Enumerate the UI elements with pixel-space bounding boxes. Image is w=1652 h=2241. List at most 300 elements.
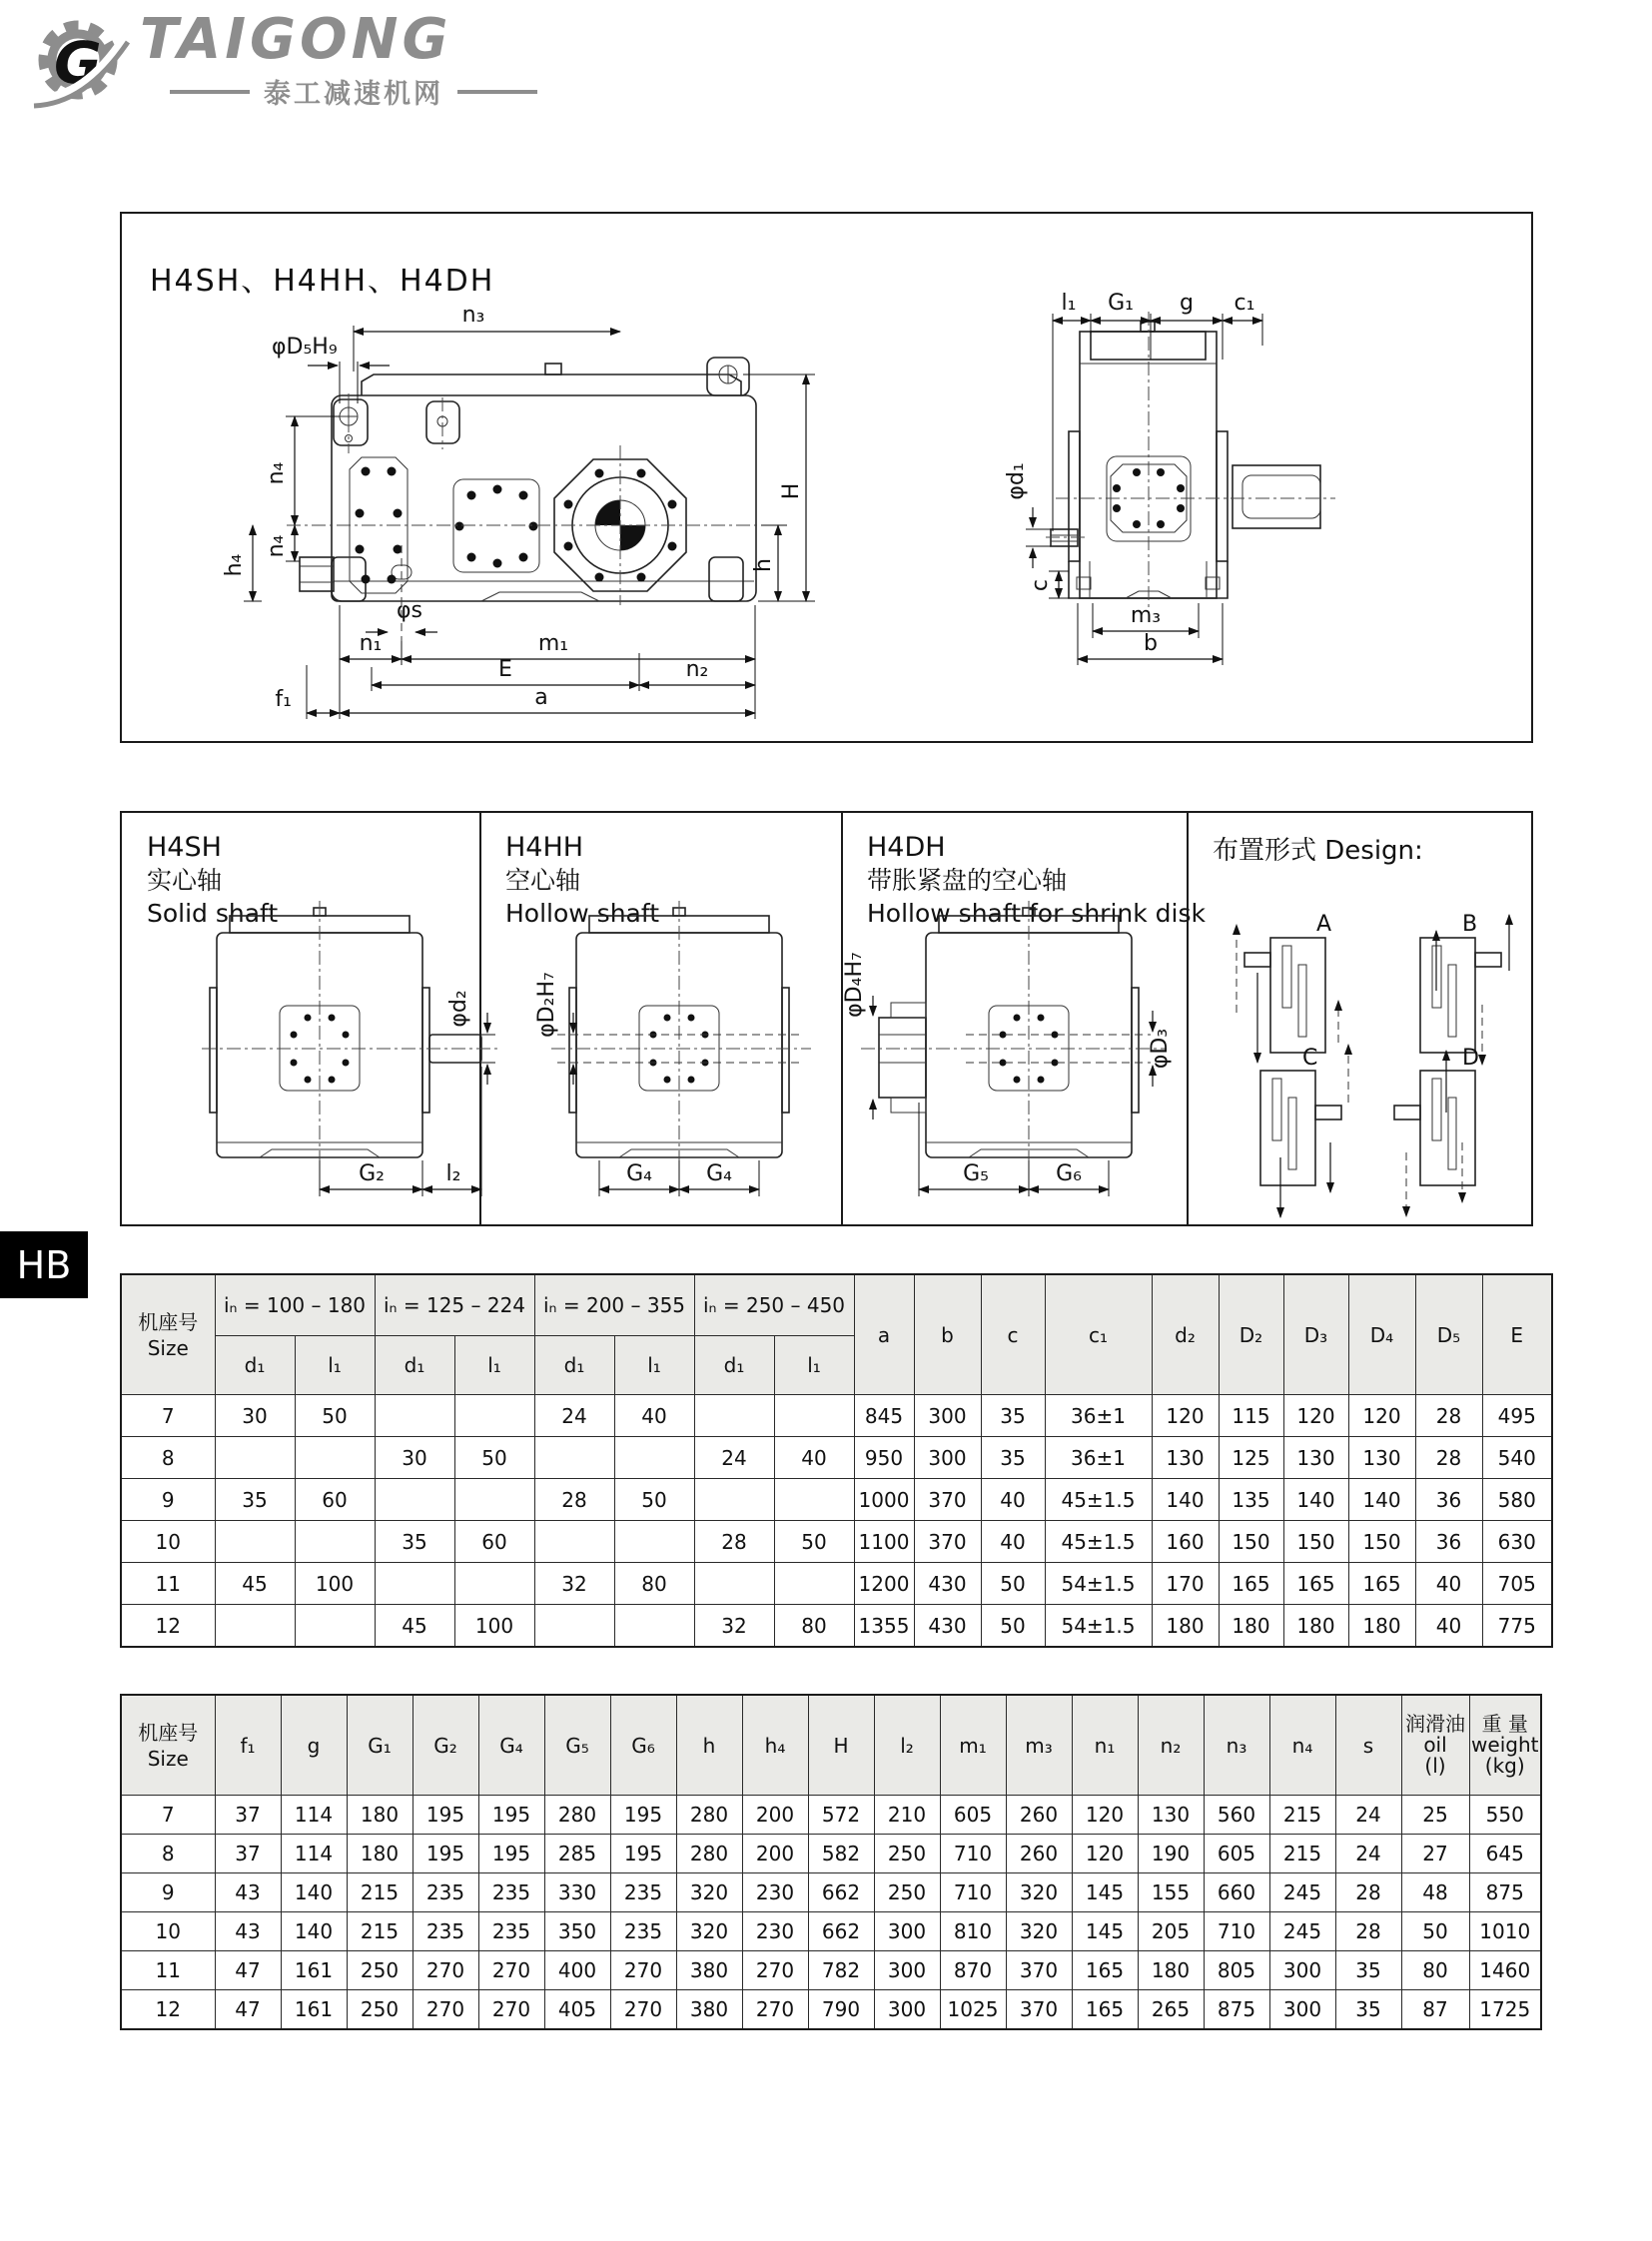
table-cell: 660: [1204, 1873, 1269, 1912]
table-cell: 40: [981, 1479, 1045, 1521]
col-header-G6: G₆: [610, 1695, 676, 1796]
table-cell: 35: [1335, 1951, 1401, 1990]
table-cell: 235: [478, 1873, 544, 1912]
col-header-c: c: [981, 1274, 1045, 1395]
table-cell: 270: [742, 1951, 808, 1990]
logo: [26, 7, 537, 114]
table-cell: 235: [413, 1912, 478, 1951]
table-cell: 235: [478, 1912, 544, 1951]
table-cell: 130: [1152, 1437, 1219, 1479]
table-cell: 1000: [854, 1479, 914, 1521]
table-cell: 9: [121, 1479, 215, 1521]
table-cell: 320: [676, 1912, 742, 1951]
col-header-d1: d₁: [694, 1336, 774, 1395]
dim-label-G2: G₂: [359, 1161, 385, 1186]
design-option-d: D: [1462, 1046, 1479, 1071]
table-cell: 35: [981, 1395, 1045, 1437]
table-cell: 43: [215, 1873, 281, 1912]
table-cell: 495: [1482, 1395, 1552, 1437]
table-cell: 710: [940, 1873, 1006, 1912]
table-cell: 50: [981, 1605, 1045, 1648]
table-cell: 845: [854, 1395, 914, 1437]
table-cell: 215: [1269, 1796, 1335, 1835]
table-cell: 87: [1401, 1990, 1469, 2030]
col-header-D4: D₄: [1348, 1274, 1415, 1395]
table-cell: 80: [1401, 1951, 1469, 1990]
table-cell: 36: [1415, 1479, 1482, 1521]
col-header-f1: f₁: [215, 1695, 281, 1796]
table-row: [121, 1990, 1541, 2030]
col-header-n4: n₄: [1269, 1695, 1335, 1796]
table-cell: 45±1.5: [1045, 1521, 1152, 1563]
col-header-h: h: [676, 1695, 742, 1796]
table-cell: 250: [874, 1835, 940, 1873]
table-cell: 260: [1006, 1796, 1072, 1835]
table-cell: 60: [454, 1521, 534, 1563]
table-cell: 1200: [854, 1563, 914, 1605]
col-header-m1: m₁: [940, 1695, 1006, 1796]
table-cell: 165: [1219, 1563, 1283, 1605]
table-cell: [215, 1605, 295, 1648]
dim-label-a: a: [534, 685, 548, 710]
table-cell: 950: [854, 1437, 914, 1479]
table-cell: 165: [1283, 1563, 1348, 1605]
table-cell: [774, 1395, 854, 1437]
dim-label-G4a: G₄: [626, 1161, 652, 1186]
table-cell: 280: [676, 1835, 742, 1873]
table-cell: 705: [1482, 1563, 1552, 1605]
table-cell: 35: [375, 1521, 454, 1563]
dim-label-c: c: [1028, 578, 1053, 592]
dim-label-phid2: φd₂: [446, 990, 471, 1028]
dim-label-G1: G₁: [1108, 291, 1134, 316]
table-cell: [375, 1395, 454, 1437]
table-cell: 215: [347, 1912, 413, 1951]
table-cell: 1725: [1469, 1990, 1541, 2030]
table-cell: 8: [121, 1437, 215, 1479]
dim-label-E: E: [498, 657, 512, 682]
table-cell: 265: [1138, 1990, 1204, 2030]
section-tab-hb: HB: [0, 1231, 88, 1298]
table-cell: 54±1.5: [1045, 1605, 1152, 1648]
col-header-E: E: [1482, 1274, 1552, 1395]
table-cell: 40: [981, 1521, 1045, 1563]
table-cell: [534, 1521, 614, 1563]
table-cell: 50: [1401, 1912, 1469, 1951]
table-cell: 370: [914, 1479, 981, 1521]
table-cell: 810: [940, 1912, 1006, 1951]
table-cell: 40: [774, 1437, 854, 1479]
table-cell: 180: [1348, 1605, 1415, 1648]
table-cell: 150: [1283, 1521, 1348, 1563]
table-cell: 125: [1219, 1437, 1283, 1479]
table-cell: 80: [774, 1605, 854, 1648]
table-cell: 36±1: [1045, 1395, 1152, 1437]
design-option-a: A: [1316, 912, 1332, 937]
table-cell: 50: [981, 1563, 1045, 1605]
table-row: [121, 1437, 1552, 1479]
col-header-ratio-group-4: iₙ = 250 – 450: [694, 1274, 854, 1336]
table-cell: 28: [1415, 1437, 1482, 1479]
dim-label-G6: G₆: [1056, 1161, 1082, 1186]
dimension-table-2: [120, 1694, 1542, 2030]
table-cell: [375, 1479, 454, 1521]
table-row: [121, 1395, 1552, 1437]
table-cell: 1025: [940, 1990, 1006, 2030]
table-cell: 235: [610, 1873, 676, 1912]
table-cell: 430: [914, 1605, 981, 1648]
dim-label-H: H: [779, 482, 804, 500]
table-cell: 145: [1072, 1912, 1138, 1951]
table-cell: [614, 1605, 694, 1648]
svg-text:G: G: [54, 29, 102, 97]
table-cell: 200: [742, 1835, 808, 1873]
col-header-g: g: [281, 1695, 347, 1796]
table-cell: [454, 1479, 534, 1521]
table-cell: 24: [1335, 1835, 1401, 1873]
table-cell: 54±1.5: [1045, 1563, 1152, 1605]
table-cell: 870: [940, 1951, 1006, 1990]
table-cell: 200: [742, 1796, 808, 1835]
table-cell: 140: [1348, 1479, 1415, 1521]
table-cell: 135: [1219, 1479, 1283, 1521]
table-cell: 235: [413, 1873, 478, 1912]
table-cell: 27: [1401, 1835, 1469, 1873]
table-cell: 380: [676, 1951, 742, 1990]
table-cell: 300: [1269, 1951, 1335, 1990]
table-cell: 47: [215, 1951, 281, 1990]
table-cell: 161: [281, 1951, 347, 1990]
table-cell: 662: [808, 1912, 874, 1951]
table-cell: [295, 1521, 375, 1563]
table-cell: 140: [1152, 1479, 1219, 1521]
table-cell: 180: [1138, 1951, 1204, 1990]
col-header-size: 机座号 Size: [121, 1274, 215, 1395]
table-row: [121, 1951, 1541, 1990]
table-cell: 24: [534, 1395, 614, 1437]
table-cell: 195: [478, 1796, 544, 1835]
table-cell: 28: [1415, 1395, 1482, 1437]
variant-h4dh-title: H4DH 带胀紧盘的空心轴 Hollow shaft for shrink disk: [867, 832, 1206, 928]
table-cell: 155: [1138, 1873, 1204, 1912]
table-row: [121, 1605, 1552, 1648]
table-cell: 120: [1072, 1796, 1138, 1835]
table-cell: 230: [742, 1912, 808, 1951]
table-cell: 180: [1283, 1605, 1348, 1648]
table-cell: 180: [347, 1796, 413, 1835]
table-cell: 140: [1283, 1479, 1348, 1521]
variants-panel: [120, 811, 1533, 1226]
table-cell: 140: [281, 1912, 347, 1951]
table-cell: 430: [914, 1563, 981, 1605]
table-cell: [215, 1437, 295, 1479]
col-header-m3: m₃: [1006, 1695, 1072, 1796]
table-cell: 130: [1138, 1796, 1204, 1835]
col-header-l1: l₁: [295, 1336, 375, 1395]
col-header-G4: G₄: [478, 1695, 544, 1796]
design-option-b: B: [1462, 912, 1478, 937]
table-cell: 120: [1283, 1395, 1348, 1437]
dim-label-h: h: [751, 558, 776, 572]
col-header-a: a: [854, 1274, 914, 1395]
col-header-G2: G₂: [413, 1695, 478, 1796]
drawing-panel: [120, 212, 1533, 743]
col-header-H: H: [808, 1695, 874, 1796]
table-cell: 180: [1219, 1605, 1283, 1648]
table-cell: 790: [808, 1990, 874, 2030]
table-cell: 195: [413, 1835, 478, 1873]
dim-label-d5h9: φD₅H₉: [272, 335, 338, 360]
table-cell: 270: [610, 1951, 676, 1990]
dim-label-phid1: φd₁: [1004, 462, 1029, 500]
table-cell: 36±1: [1045, 1437, 1152, 1479]
dim-label-l1: l₁: [1061, 291, 1077, 316]
table-cell: 550: [1469, 1796, 1541, 1835]
table-cell: 260: [1006, 1835, 1072, 1873]
table-row: [121, 1835, 1541, 1873]
table-cell: 582: [808, 1835, 874, 1873]
table-cell: 50: [454, 1437, 534, 1479]
table-cell: 300: [914, 1437, 981, 1479]
table-cell: 24: [1335, 1796, 1401, 1835]
table-cell: 45: [215, 1563, 295, 1605]
table-cell: 140: [281, 1873, 347, 1912]
table-cell: 662: [808, 1873, 874, 1912]
col-header-l2: l₂: [874, 1695, 940, 1796]
table-cell: 875: [1204, 1990, 1269, 2030]
col-header-D2: D₂: [1219, 1274, 1283, 1395]
divider: [457, 90, 537, 94]
dim-label-n4-lower: n₄: [264, 534, 289, 558]
table-cell: 245: [1269, 1873, 1335, 1912]
table-cell: 35: [215, 1479, 295, 1521]
col-header-ratio-group-2: iₙ = 125 – 224: [375, 1274, 534, 1336]
table-cell: 1355: [854, 1605, 914, 1648]
table-cell: 605: [1204, 1835, 1269, 1873]
col-header-b: b: [914, 1274, 981, 1395]
table-cell: 300: [874, 1990, 940, 2030]
table-cell: 805: [1204, 1951, 1269, 1990]
table-cell: [375, 1563, 454, 1605]
table-cell: 8: [121, 1835, 215, 1873]
table-cell: 875: [1469, 1873, 1541, 1912]
col-header-oil: 润滑油 oil (l): [1401, 1695, 1469, 1796]
table-cell: 37: [215, 1835, 281, 1873]
dim-label-h4: h₄: [222, 553, 247, 577]
col-header-l1: l₁: [614, 1336, 694, 1395]
table-cell: [694, 1563, 774, 1605]
dim-label-n3: n₃: [461, 303, 485, 328]
table-cell: 270: [413, 1990, 478, 2030]
col-header-size: 机座号 Size: [121, 1695, 215, 1796]
drawing-title: H4SH、H4HH、H4DH: [150, 264, 495, 299]
dim-label-b: b: [1144, 631, 1158, 656]
table-cell: 380: [676, 1990, 742, 2030]
table-cell: 1100: [854, 1521, 914, 1563]
dim-label-G5: G₅: [963, 1161, 989, 1186]
table-cell: 775: [1482, 1605, 1552, 1648]
table-cell: 195: [610, 1835, 676, 1873]
col-header-d1: d₁: [375, 1336, 454, 1395]
brand-name: TAIGONG: [140, 7, 452, 72]
table-cell: 285: [544, 1835, 610, 1873]
table-cell: 28: [534, 1479, 614, 1521]
table-cell: 645: [1469, 1835, 1541, 1873]
table-cell: 80: [614, 1563, 694, 1605]
table-cell: 195: [478, 1835, 544, 1873]
table-cell: 100: [295, 1563, 375, 1605]
table-cell: 45±1.5: [1045, 1479, 1152, 1521]
table-cell: 150: [1219, 1521, 1283, 1563]
table-cell: 12: [121, 1605, 215, 1648]
col-header-l1: l₁: [454, 1336, 534, 1395]
table-row: [121, 1479, 1552, 1521]
table-cell: 540: [1482, 1437, 1552, 1479]
table-cell: 710: [940, 1835, 1006, 1873]
col-header-d1: d₁: [215, 1336, 295, 1395]
table-cell: [534, 1437, 614, 1479]
table-cell: 11: [121, 1563, 215, 1605]
table-cell: 205: [1138, 1912, 1204, 1951]
table-cell: [614, 1437, 694, 1479]
table-cell: 48: [1401, 1873, 1469, 1912]
gearbox-technical-drawing: [122, 214, 1531, 741]
table-cell: 60: [295, 1479, 375, 1521]
table-cell: 120: [1152, 1395, 1219, 1437]
table-cell: 114: [281, 1796, 347, 1835]
col-header-ratio-group-1: iₙ = 100 – 180: [215, 1274, 375, 1336]
col-header-l1: l₁: [774, 1336, 854, 1395]
table-cell: 270: [742, 1990, 808, 2030]
table-cell: 165: [1072, 1951, 1138, 1990]
table-cell: 40: [1415, 1605, 1482, 1648]
design-option-c: C: [1302, 1046, 1318, 1071]
table-cell: 35: [981, 1437, 1045, 1479]
table-cell: 190: [1138, 1835, 1204, 1873]
table-cell: 280: [544, 1796, 610, 1835]
table-cell: 215: [1269, 1835, 1335, 1873]
table-cell: 370: [1006, 1951, 1072, 1990]
table-cell: 405: [544, 1990, 610, 2030]
table-cell: 300: [914, 1395, 981, 1437]
col-header-n2: n₂: [1138, 1695, 1204, 1796]
table-cell: 32: [534, 1563, 614, 1605]
table-cell: 130: [1348, 1437, 1415, 1479]
table-cell: 50: [614, 1479, 694, 1521]
table-cell: 195: [413, 1796, 478, 1835]
table-row: [121, 1521, 1552, 1563]
table-cell: 43: [215, 1912, 281, 1951]
table-cell: 145: [1072, 1873, 1138, 1912]
table-cell: 45: [375, 1605, 454, 1648]
gear-icon: [26, 10, 130, 114]
table-cell: 1010: [1469, 1912, 1541, 1951]
table-cell: 180: [1152, 1605, 1219, 1648]
table-cell: 195: [610, 1796, 676, 1835]
design-title: 布置形式 Design:: [1213, 836, 1423, 866]
table-cell: 560: [1204, 1796, 1269, 1835]
table-cell: 270: [413, 1951, 478, 1990]
dim-label-phiD4H7: φD₄H₇: [842, 952, 867, 1018]
col-header-ratio-group-3: iₙ = 200 – 355: [534, 1274, 694, 1336]
table-cell: [534, 1605, 614, 1648]
table-cell: 170: [1152, 1563, 1219, 1605]
dim-label-n4-upper: n₄: [264, 461, 289, 485]
table-cell: 250: [347, 1990, 413, 2030]
col-header-n1: n₁: [1072, 1695, 1138, 1796]
col-header-G1: G₁: [347, 1695, 413, 1796]
table-cell: [694, 1479, 774, 1521]
col-header-s: s: [1335, 1695, 1401, 1796]
dimension-table-1: [120, 1273, 1553, 1648]
table-cell: 572: [808, 1796, 874, 1835]
table-cell: 300: [874, 1912, 940, 1951]
table-cell: 270: [478, 1951, 544, 1990]
table-cell: [295, 1605, 375, 1648]
table-row: [121, 1563, 1552, 1605]
table-cell: 24: [694, 1437, 774, 1479]
table-cell: [694, 1395, 774, 1437]
col-header-D3: D₃: [1283, 1274, 1348, 1395]
col-header-D5: D₅: [1415, 1274, 1482, 1395]
table-cell: 250: [874, 1873, 940, 1912]
table-cell: [454, 1563, 534, 1605]
table-cell: 160: [1152, 1521, 1219, 1563]
variant-h4hh-title: H4HH 空心轴 Hollow shaft: [505, 832, 660, 928]
table-cell: 180: [347, 1835, 413, 1873]
table-cell: 1460: [1469, 1951, 1541, 1990]
table-row: [121, 1796, 1541, 1835]
table-cell: 30: [215, 1395, 295, 1437]
table-cell: 35: [1335, 1990, 1401, 2030]
table-cell: 50: [295, 1395, 375, 1437]
table-cell: 36: [1415, 1521, 1482, 1563]
table-cell: 782: [808, 1951, 874, 1990]
table-cell: [774, 1479, 854, 1521]
table-cell: 320: [676, 1873, 742, 1912]
table-cell: [774, 1563, 854, 1605]
table-cell: 250: [347, 1951, 413, 1990]
table-cell: 165: [1072, 1990, 1138, 2030]
col-header-d1: d₁: [534, 1336, 614, 1395]
table-row: [121, 1912, 1541, 1951]
table-cell: [295, 1437, 375, 1479]
table-cell: [215, 1521, 295, 1563]
table-cell: [454, 1395, 534, 1437]
dim-label-g: g: [1180, 291, 1194, 316]
table-cell: 710: [1204, 1912, 1269, 1951]
col-header-G5: G₅: [544, 1695, 610, 1796]
table-cell: 235: [610, 1912, 676, 1951]
dim-label-phiD2H7: φD₂H₇: [534, 972, 559, 1038]
table-cell: 350: [544, 1912, 610, 1951]
table-cell: 32: [694, 1605, 774, 1648]
table-cell: 28: [694, 1521, 774, 1563]
table-cell: 11: [121, 1951, 215, 1990]
table-cell: 320: [1006, 1873, 1072, 1912]
dim-label-l2: l₂: [445, 1161, 461, 1186]
dim-label-n1: n₁: [359, 631, 383, 656]
table-cell: 165: [1348, 1563, 1415, 1605]
dim-label-f1: f₁: [275, 687, 292, 712]
table-cell: 120: [1072, 1835, 1138, 1873]
table-cell: 25: [1401, 1796, 1469, 1835]
table-cell: 320: [1006, 1912, 1072, 1951]
table-cell: 12: [121, 1990, 215, 2030]
col-header-d2: d₂: [1152, 1274, 1219, 1395]
table-cell: 580: [1482, 1479, 1552, 1521]
table-cell: 330: [544, 1873, 610, 1912]
